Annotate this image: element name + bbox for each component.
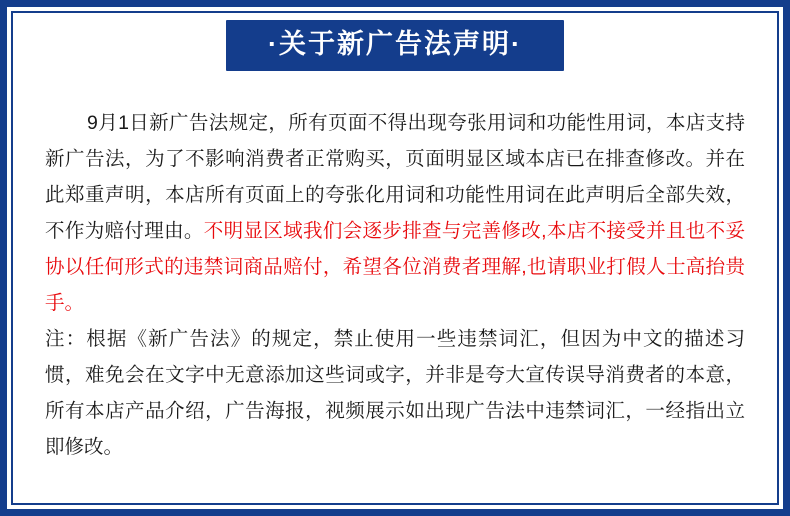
statement-body xyxy=(45,105,745,465)
statement-text-black: 9月1日新广告法规定，所有页面不得出现夸张用词和功能性用词，本店支持新广告法，为了不影响消费者正常购买，页面明显区域本店已在排查修改。并在此郑重声明，本店所有页面上的夸张化用词和功能性用词在此声明后全部失效，不作为赔付理由。 xyxy=(45,112,745,242)
statement-paragraph-main xyxy=(45,105,745,321)
title-banner-container xyxy=(7,20,783,71)
statement-paragraph-note: 注：根据《新广告法》的规定，禁止使用一些违禁词汇，但因为中文的描述习惯，难免会在文字中无意添加这些词或字，并非是夸大宣传误导消费者的本意，所有本店产品介绍，广告海报，视频展示如出现广告法中违禁词汇，一经指出立即修改。 xyxy=(45,328,745,458)
statement-text-highlighted: 不明显区域我们会逐步排查与完善修改,本店不接受并且也不妥协以任何形式的违禁词商品赔付，希望各位消费者理解,也请职业打假人士高抬贵手。 xyxy=(45,220,745,314)
page-content xyxy=(7,7,783,509)
page-title: ·关于新广告法声明· xyxy=(226,20,564,71)
